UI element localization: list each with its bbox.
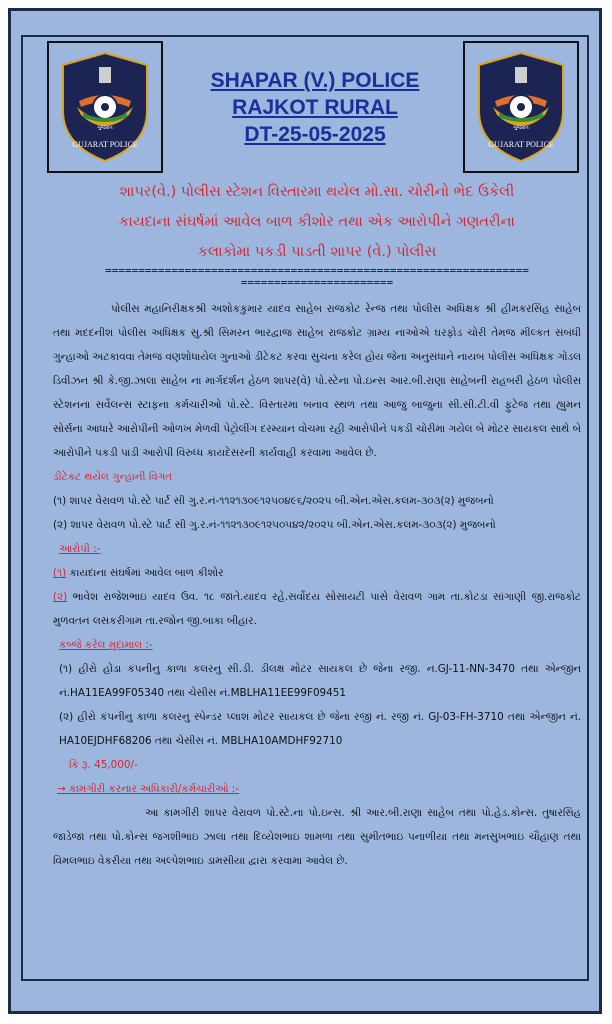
- accused-item-1: [53, 561, 581, 585]
- header-title-block: [171, 67, 459, 148]
- detected-item-2: (૨) શાપર વેરાવળ પો.સ્ટે પાર્ટ સી ગુ.ર.નં-૧૧૨૧૩૦૯૧૨૫૦૫૪૨/૨૦૨૫ બી.એન.એસ.કલમ-૩૦૩(૨) મુજબનો: [53, 519, 496, 531]
- headline: [35, 177, 599, 267]
- accused-section-title: આરોપી :-: [59, 543, 101, 555]
- detected-section-title: ડીટેકટ થયેલ ગુન્હાની વિગત: [53, 471, 173, 483]
- headline-line-1: શાપર(વે.) પોલીસ સ્ટેશન વિસ્તારમા થયેલ મો.સા. ચોરીનો ભેદ ઉકેલી: [119, 184, 515, 200]
- accused-item-1-text: કાયદાના સંઘર્ષમાં આવેલ બાળ કીશોર: [69, 567, 224, 579]
- header-date: DT-25-05-2025: [244, 123, 386, 146]
- header-line-1: SHAPAR (V.) POLICE: [210, 69, 420, 92]
- accused-item-2: [53, 585, 581, 633]
- press-release-page: [8, 8, 602, 1014]
- body-content: [53, 297, 581, 873]
- separator-line-1: ================================================================: [105, 265, 529, 277]
- logo-caption: ગુજરાત: [513, 125, 529, 131]
- seized-section-title: કબ્જે કરેલ મુદામાલ :-: [59, 639, 153, 651]
- logo-text: GUJARAT POLICE: [488, 140, 554, 149]
- intro-paragraph: પોલીસ મહાનિરીક્ષકશ્રી અશોકકુમાર યાદવ સાહેબ રાજકોટ રેન્જ તથા પોલીસ અધિક્ષક શ્રી હીમકરસિંહ સાહેબ તથા મદદનીશ પોલીસ અધિક્ષક સુ.શ્રી સિમરન ભારદ્વાજ સાહેબ રાજકોટ ગ્રામ્ય નાઓએ ઘરફોડ ચોરી તેમજ મીલ્કત સંબંધી ગુન્હાઓ અટકાવવા તેમજ વણશોધાયેલ ગુનાઓ ડીટેકટ કરવા સુચના કરેલ હોય જેના અનુસંધાને નાયબ પોલીસ અધિક્ષક ગોંડલ ડિવીઝન શ્રી કે.જી.ઝાલા સાહેબ ના માર્ગદર્શન હેઠળ શાપર(વે) પો.સ્ટેના પો.ઇન્સ આર.બી.રાણા સાહેબની રાહબરી હેઠળ પોલીસ સ્ટેશનના સર્વેલન્સ સ્ટાફના કર્મચારીઓ પો.સ્ટે. વિસ્તારમા બનાવ સ્થળ તથા આજુ બાજુના સી.સી.ટી.વી ફુટેજ તથા હ્યુમન સોર્સના આધારે આરોપીની ઓળખ મેળવી પેટ્રોલીંગ દરમ્યાન વોચમા રહી આરોપીને પકડી ચોરીમા ગયેલ બે મોટર સાયકલ સાથે બે આરોપીને પકડી પાડી આરોપી વિરુધ્ધ કાયદેસરની કાર્યવાહી કરવામા આવેલ છે.: [53, 303, 581, 459]
- seized-item-2: (૨) હીરો કંપનીનુ કાળા કલરનુ સ્પેન્ડર પ્લાશ મોટર સાયકલ છે જેના રજી નં. રજી નં. GJ-03-FH-3710 તથા એન્જીન નં. HA10EJDHF68206 તથા ચેસીસ નં. MBLHA10AMDHF92710: [59, 711, 581, 747]
- officers-section-title: → કામગીરી કરનાર અધિકારી/કર્મચારીઓ :-: [57, 783, 240, 795]
- gujarat-police-logo-left: [47, 41, 163, 173]
- police-badge-icon: [471, 49, 571, 165]
- accused-item-2-number: (૨): [53, 591, 68, 603]
- accused-item-1-number: (૧): [53, 567, 67, 579]
- separator-line-2: =======================: [240, 277, 394, 289]
- police-badge-icon: [55, 49, 155, 165]
- detected-item-1: (૧) શાપર વેરાવળ પો.સ્ટે પાર્ટ સી ગુ.ર.નં-૧૧૨૧૩૦૯૧૨૫૦૪૯૬/૨૦૨૫ બી.એન.એસ.કલમ-૩૦૩(૨) મુજબનો: [53, 495, 494, 507]
- seized-amount: કિ રૂ. 45,000/-: [69, 759, 138, 771]
- officers-paragraph: આ કામગીરી શાપર વેરાવળ પો.સ્ટે.ના પો.ઇન્સ. શ્રી આર.બી.રાણા સાહેબ તથા પો.હેડ.કોન્સ. તુષારસિંહ જાડેજા તથા પો.કોન્સ જગશીભાઇ ઝાલા તથા દિવ્યેશભાઇ શામળા તથા સુમીતભાઇ પનાળીયા તથા મનસુખભાઇ ચૌહાણ તથા વિમલભાઇ વેકરીયા તથા અલ્પેશભાઇ ડામસીયા દ્વારા કરવામા આવેલ છે.: [53, 807, 581, 867]
- seized-item-1: (૧) હીરો હોંડા કંપનીનુ કાળા કલરનુ સી.ડી. ડીલક્ષ મોટર સાયકલ છે જેના રજી. ન.GJ-11-NN-3470 તથા એન્જીન નં.HA11EA99F05340 તથા ચેસીસ નં.MBLHA11EE99F09451: [59, 663, 581, 699]
- accused-item-2-text: ભાવેશ રાજેશભાઇ યાદવ ઉવ. ૧૮ જાતે.યાદવ રહે.સર્વોદય સોસાયટી પાસે વેરાવળ ગામ તા.કોટડા સાંગાણી જી.રાજકોટ મુળવતન લસકરીગામ તા.રજોન જી.બાકા બીહાર.: [53, 591, 581, 627]
- logo-text: GUJARAT POLICE: [72, 140, 138, 149]
- headline-line-2: કાયદાના સંઘર્ષમાં આવેલ બાળ કીશોર તથા એક આરોપીને ગણતરીના: [119, 214, 515, 230]
- logo-caption: ગુજરાત: [97, 125, 113, 131]
- header-line-2: RAJKOT RURAL: [232, 96, 398, 119]
- gujarat-police-logo-right: [463, 41, 579, 173]
- headline-line-3: કલાકોમા પકડી પાડતી શાપર (વે.) પોલીસ: [197, 244, 437, 260]
